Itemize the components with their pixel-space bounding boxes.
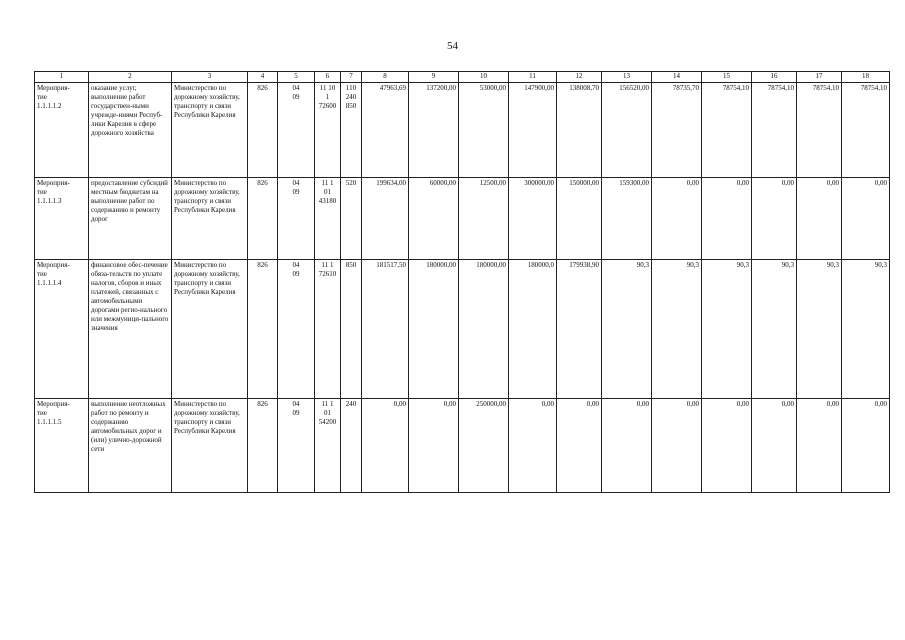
event-number: Мероприя- тие 1.1.1.1.3 bbox=[35, 178, 89, 260]
rzpr-code: 04 09 bbox=[278, 260, 315, 399]
value-cell: 180000,00 bbox=[409, 260, 459, 399]
column-header: 1 bbox=[35, 72, 89, 83]
column-header: 16 bbox=[752, 72, 797, 83]
value-cell: 199634,00 bbox=[362, 178, 409, 260]
value-cell: 53000,00 bbox=[459, 83, 509, 178]
budget-table bbox=[34, 71, 890, 493]
grbs-code: 826 bbox=[248, 83, 278, 178]
vr-code: 850 bbox=[341, 260, 362, 399]
grbs-code: 826 bbox=[248, 178, 278, 260]
value-cell: 60000,00 bbox=[409, 178, 459, 260]
value-cell: 12500,00 bbox=[459, 178, 509, 260]
event-number: Мероприя- тие 1.1.1.1.4 bbox=[35, 260, 89, 399]
value-cell: 47963,69 bbox=[362, 83, 409, 178]
value-cell: 138008,70 bbox=[557, 83, 602, 178]
value-cell: 159300,00 bbox=[602, 178, 652, 260]
value-cell: 90,3 bbox=[842, 260, 890, 399]
value-cell: 0,00 bbox=[702, 399, 752, 493]
value-cell: 0,00 bbox=[509, 399, 557, 493]
column-header: 17 bbox=[797, 72, 842, 83]
event-name: оказание услуг, выполнение работ государствен-ными учрежде-ниями Респуб-лики Карелия в сфере дорожного хозяйства bbox=[89, 83, 172, 178]
rzpr-code: 04 09 bbox=[278, 399, 315, 493]
csr-code: 11 1 72610 bbox=[315, 260, 341, 399]
value-cell: 181517,50 bbox=[362, 260, 409, 399]
event-name: финансовое обес-печение обяза-тельств по уплате налогов, сборов и иных платежей, связанных с автомобильными дорогами регио-нального или межмуници-пального значения bbox=[89, 260, 172, 399]
value-cell: 0,00 bbox=[652, 399, 702, 493]
executor: Министерство по дорожному хозяйству, транспорту и связи Республики Карелия bbox=[172, 83, 248, 178]
value-cell: 0,00 bbox=[752, 178, 797, 260]
value-cell: 150000,00 bbox=[557, 178, 602, 260]
value-cell: 90,3 bbox=[797, 260, 842, 399]
value-cell: 0,00 bbox=[842, 178, 890, 260]
value-cell: 78754,10 bbox=[797, 83, 842, 178]
value-cell: 78754,10 bbox=[842, 83, 890, 178]
value-cell: 0,00 bbox=[362, 399, 409, 493]
value-cell: 137200,00 bbox=[409, 83, 459, 178]
column-header: 7 bbox=[341, 72, 362, 83]
column-header: 8 bbox=[362, 72, 409, 83]
column-header: 12 bbox=[557, 72, 602, 83]
column-header: 18 bbox=[842, 72, 890, 83]
value-cell: 0,00 bbox=[602, 399, 652, 493]
column-header: 15 bbox=[702, 72, 752, 83]
column-header: 13 bbox=[602, 72, 652, 83]
value-cell: 90,3 bbox=[652, 260, 702, 399]
event-number: Мероприя- тие 1.1.1.1.5 bbox=[35, 399, 89, 493]
value-cell: 0,00 bbox=[702, 178, 752, 260]
table-row bbox=[35, 83, 890, 178]
value-cell: 250000,00 bbox=[459, 399, 509, 493]
csr-code: 11 1 01 54200 bbox=[315, 399, 341, 493]
value-cell: 180000,0 bbox=[509, 260, 557, 399]
value-cell: 0,00 bbox=[797, 399, 842, 493]
table-row bbox=[35, 178, 890, 260]
value-cell: 90,3 bbox=[602, 260, 652, 399]
table-row bbox=[35, 399, 890, 493]
table-row bbox=[35, 260, 890, 399]
column-header: 10 bbox=[459, 72, 509, 83]
column-header: 11 bbox=[509, 72, 557, 83]
value-cell: 0,00 bbox=[409, 399, 459, 493]
column-header: 5 bbox=[278, 72, 315, 83]
value-cell: 90,3 bbox=[702, 260, 752, 399]
rzpr-code: 04 09 bbox=[278, 178, 315, 260]
vr-code: 110 240 850 bbox=[341, 83, 362, 178]
column-header: 6 bbox=[315, 72, 341, 83]
executor: Министерство по дорожному хозяйству, транспорту и связи Республики Карелия bbox=[172, 178, 248, 260]
csr-code: 11 1 01 43180 bbox=[315, 178, 341, 260]
event-name: предоставление субсидий местным бюджетам на выполнение работ по содержанию и ремонту дорог bbox=[89, 178, 172, 260]
rzpr-code: 04 09 bbox=[278, 83, 315, 178]
event-name: выполнение неотложных работ по ремонту и содержанию автомобильных дорог и (или) улично-дорожной сети bbox=[89, 399, 172, 493]
value-cell: 156520,00 bbox=[602, 83, 652, 178]
header-row bbox=[35, 72, 890, 83]
column-header: 14 bbox=[652, 72, 702, 83]
grbs-code: 826 bbox=[248, 260, 278, 399]
value-cell: 147900,00 bbox=[509, 83, 557, 178]
column-header: 3 bbox=[172, 72, 248, 83]
vr-code: 240 bbox=[341, 399, 362, 493]
value-cell: 78735,70 bbox=[652, 83, 702, 178]
grbs-code: 826 bbox=[248, 399, 278, 493]
vr-code: 520 bbox=[341, 178, 362, 260]
event-number: Мероприя- тие 1.1.1.1.2 bbox=[35, 83, 89, 178]
value-cell: 179938,90 bbox=[557, 260, 602, 399]
page-number: 54 bbox=[447, 40, 458, 52]
column-header: 2 bbox=[89, 72, 172, 83]
column-header: 9 bbox=[409, 72, 459, 83]
value-cell: 300000,00 bbox=[509, 178, 557, 260]
executor: Министерство по дорожному хозяйству, транспорту и связи Республики Карелия bbox=[172, 260, 248, 399]
value-cell: 0,00 bbox=[842, 399, 890, 493]
value-cell: 0,00 bbox=[752, 399, 797, 493]
value-cell: 0,00 bbox=[652, 178, 702, 260]
column-header: 4 bbox=[248, 72, 278, 83]
value-cell: 78754,10 bbox=[702, 83, 752, 178]
csr-code: 11 10 1 72600 bbox=[315, 83, 341, 178]
executor: Министерство по дорожному хозяйству, транспорту и связи Республики Карелия bbox=[172, 399, 248, 493]
value-cell: 90,3 bbox=[752, 260, 797, 399]
value-cell: 180000,00 bbox=[459, 260, 509, 399]
value-cell: 0,00 bbox=[797, 178, 842, 260]
value-cell: 78754,10 bbox=[752, 83, 797, 178]
value-cell: 0,00 bbox=[557, 399, 602, 493]
